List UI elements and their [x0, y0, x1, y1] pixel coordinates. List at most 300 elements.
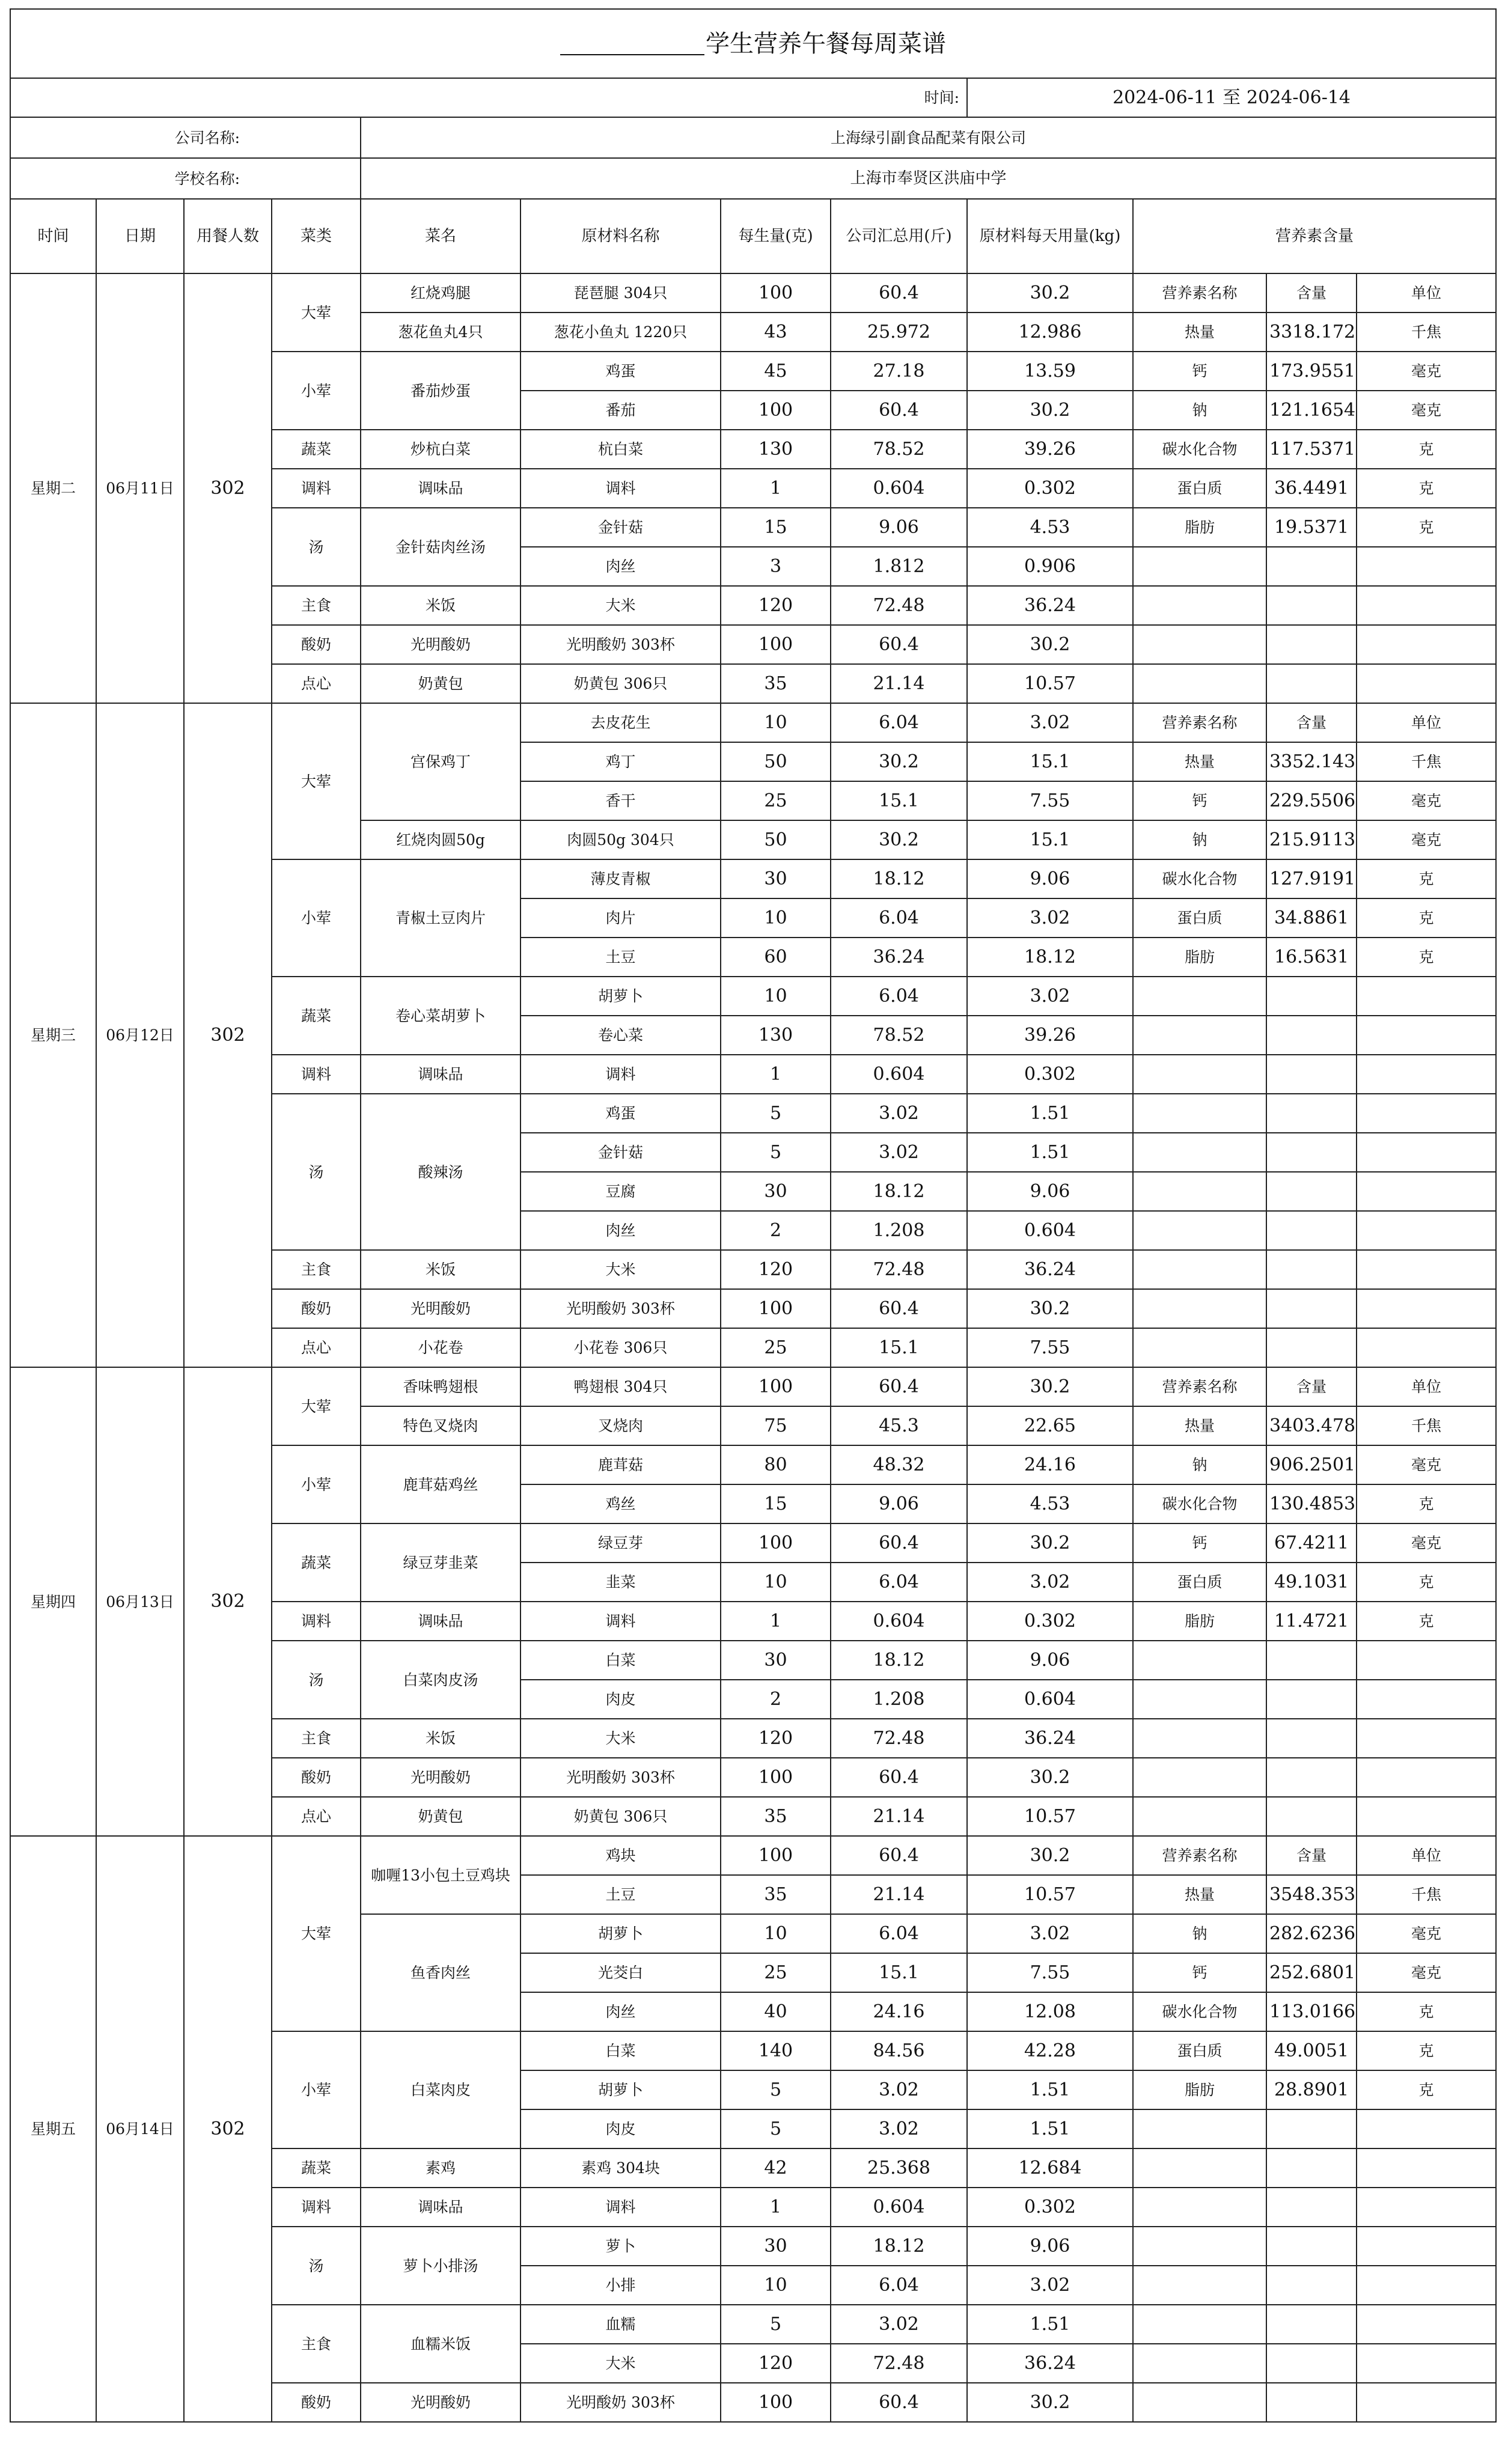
daily-usage-kg: 36.24: [967, 1719, 1133, 1758]
dish-name: 光明酸奶: [361, 1289, 520, 1328]
per-student-grams: 100: [721, 1289, 831, 1328]
per-student-grams: 1: [721, 1602, 831, 1641]
nutrient-amount: 229.5506: [1266, 781, 1357, 820]
per-student-grams: 130: [721, 1016, 831, 1055]
diner-count: 302: [184, 703, 272, 1367]
nutrient-amount: 67.4211: [1266, 1523, 1357, 1563]
daily-usage-kg: 0.302: [967, 1602, 1133, 1641]
per-student-grams: 10: [721, 703, 831, 742]
daily-usage-kg: 39.26: [967, 430, 1133, 469]
nutrient-amount: 49.0051: [1266, 2031, 1357, 2070]
per-student-grams: 30: [721, 1172, 831, 1211]
material-name: 肉丝: [520, 547, 721, 586]
daily-usage-kg: 30.2: [967, 2383, 1133, 2422]
empty-cell: [1133, 1641, 1266, 1680]
company-total-jin: 25.368: [831, 2148, 967, 2188]
daily-usage-kg: 4.53: [967, 1484, 1133, 1523]
nutrient-unit: 毫克: [1357, 1953, 1496, 1992]
nutrient-header-amount: 含量: [1266, 273, 1357, 313]
material-name: 葱花小鱼丸 1220只: [520, 313, 721, 352]
material-name: 小排: [520, 2266, 721, 2305]
empty-cell: [1133, 1250, 1266, 1289]
empty-cell: [1266, 664, 1357, 703]
school-name-blank: [560, 52, 704, 55]
per-student-grams: 100: [721, 391, 831, 430]
nutrient-amount: 121.1654: [1266, 391, 1357, 430]
nutrient-header-name: 营养素名称: [1133, 273, 1266, 313]
material-name: 胡萝卜: [520, 977, 721, 1016]
company-total-jin: 9.06: [831, 508, 967, 547]
dish-category: 蔬菜: [272, 977, 361, 1055]
daily-usage-kg: 10.57: [967, 664, 1133, 703]
daily-usage-kg: 22.65: [967, 1406, 1133, 1445]
company-total-jin: 60.4: [831, 1523, 967, 1563]
dish-name: 红烧肉圆50g: [361, 820, 520, 859]
nutrient-unit: 毫克: [1357, 1914, 1496, 1953]
col-header-date: 日期: [96, 199, 184, 273]
daily-usage-kg: 18.12: [967, 938, 1133, 977]
dish-category: 调料: [272, 2188, 361, 2227]
daily-usage-kg: 30.2: [967, 1523, 1133, 1563]
company-total-jin: 3.02: [831, 1094, 967, 1133]
nutrient-unit: 克: [1357, 1602, 1496, 1641]
empty-cell: [1266, 547, 1357, 586]
menu-row: [10, 1836, 1496, 1875]
empty-cell: [1266, 2305, 1357, 2344]
col-header-daily-usage: 原材料每天用量(kg): [967, 199, 1133, 273]
dish-name: 米饭: [361, 586, 520, 625]
nutrient-amount: 117.5371: [1266, 430, 1357, 469]
dish-category: 大荤: [272, 1367, 361, 1445]
company-total-jin: 72.48: [831, 1719, 967, 1758]
per-student-grams: 45: [721, 352, 831, 391]
empty-cell: [1133, 625, 1266, 664]
per-student-grams: 5: [721, 2305, 831, 2344]
empty-cell: [1133, 2344, 1266, 2383]
material-name: 肉丝: [520, 1992, 721, 2031]
menu-row: [10, 703, 1496, 742]
nutrient-amount: 3318.172: [1266, 313, 1357, 352]
material-name: 素鸡 304块: [520, 2148, 721, 2188]
material-name: 白菜: [520, 1641, 721, 1680]
date-from: 2024-06-11: [1113, 87, 1217, 108]
empty-cell: [1357, 1641, 1496, 1680]
dish-name: 调味品: [361, 2188, 520, 2227]
company-total-jin: 45.3: [831, 1406, 967, 1445]
dish-name: 血糯米饭: [361, 2305, 520, 2383]
daily-usage-kg: 10.57: [967, 1797, 1133, 1836]
empty-cell: [1357, 547, 1496, 586]
dish-category: 酸奶: [272, 1758, 361, 1797]
dish-category: 调料: [272, 469, 361, 508]
company-total-jin: 18.12: [831, 859, 967, 898]
empty-cell: [1357, 1328, 1496, 1367]
daily-usage-kg: 3.02: [967, 2266, 1133, 2305]
material-name: 薄皮青椒: [520, 859, 721, 898]
per-student-grams: 5: [721, 2070, 831, 2109]
dish-category: 汤: [272, 2227, 361, 2305]
dish-name: 宫保鸡丁: [361, 703, 520, 820]
dish-name: 调味品: [361, 1602, 520, 1641]
empty-cell: [1357, 2109, 1496, 2148]
company-total-jin: 15.1: [831, 781, 967, 820]
per-student-grams: 35: [721, 1875, 831, 1914]
col-header-company-total: 公司汇总用(斤): [831, 199, 967, 273]
dish-name: 素鸡: [361, 2148, 520, 2188]
daily-usage-kg: 30.2: [967, 1367, 1133, 1406]
material-name: 鸡丁: [520, 742, 721, 781]
material-name: 琵琶腿 304只: [520, 273, 721, 313]
dish-category: 汤: [272, 1094, 361, 1250]
date-range: [967, 78, 1496, 117]
col-header-time: 时间: [10, 199, 96, 273]
daily-usage-kg: 42.28: [967, 2031, 1133, 2070]
material-name: 光明酸奶 303杯: [520, 1758, 721, 1797]
dish-name: 米饭: [361, 1719, 520, 1758]
daily-usage-kg: 10.57: [967, 1875, 1133, 1914]
per-student-grams: 3: [721, 547, 831, 586]
dish-category: 主食: [272, 1250, 361, 1289]
nutrient-header-unit: 单位: [1357, 1367, 1496, 1406]
dish-category: 蔬菜: [272, 2148, 361, 2188]
per-student-grams: 35: [721, 664, 831, 703]
per-student-grams: 130: [721, 430, 831, 469]
company-total-jin: 3.02: [831, 1133, 967, 1172]
dish-category: 蔬菜: [272, 1523, 361, 1602]
nutrient-name: 脂肪: [1133, 508, 1266, 547]
material-name: 鸡丝: [520, 1484, 721, 1523]
material-name: 光明酸奶 303杯: [520, 1289, 721, 1328]
empty-cell: [1266, 1172, 1357, 1211]
material-name: 香干: [520, 781, 721, 820]
company-total-jin: 72.48: [831, 1250, 967, 1289]
nutrient-header-name: 营养素名称: [1133, 703, 1266, 742]
company-total-jin: 21.14: [831, 664, 967, 703]
empty-cell: [1266, 2266, 1357, 2305]
nutrient-name: 钠: [1133, 391, 1266, 430]
nutrient-name: 热量: [1133, 1875, 1266, 1914]
daily-usage-kg: 12.684: [967, 2148, 1133, 2188]
empty-cell: [1133, 977, 1266, 1016]
per-student-grams: 35: [721, 1797, 831, 1836]
material-name: 去皮花生: [520, 703, 721, 742]
daily-usage-kg: 36.24: [967, 586, 1133, 625]
nutrient-unit: 千焦: [1357, 1406, 1496, 1445]
weekday: 星期五: [10, 1836, 96, 2422]
empty-cell: [1357, 2344, 1496, 2383]
material-name: 豆腐: [520, 1172, 721, 1211]
daily-usage-kg: 0.302: [967, 1055, 1133, 1094]
per-student-grams: 120: [721, 2344, 831, 2383]
empty-cell: [1266, 1250, 1357, 1289]
dish-name: 奶黄包: [361, 1797, 520, 1836]
per-student-grams: 30: [721, 1641, 831, 1680]
empty-cell: [1133, 2227, 1266, 2266]
menu-title-cell: [10, 9, 1496, 78]
dish-category: 点心: [272, 1328, 361, 1367]
nutrient-amount: 906.2501: [1266, 1445, 1357, 1484]
company-total-jin: 18.12: [831, 2227, 967, 2266]
company-total-jin: 18.12: [831, 1172, 967, 1211]
per-student-grams: 120: [721, 1250, 831, 1289]
per-student-grams: 25: [721, 1328, 831, 1367]
per-student-grams: 10: [721, 1914, 831, 1953]
daily-usage-kg: 0.604: [967, 1680, 1133, 1719]
empty-cell: [1133, 1094, 1266, 1133]
material-name: 胡萝卜: [520, 1914, 721, 1953]
daily-usage-kg: 9.06: [967, 1172, 1133, 1211]
empty-cell: [1133, 1172, 1266, 1211]
dish-name: 光明酸奶: [361, 2383, 520, 2422]
material-name: 光明酸奶 303杯: [520, 2383, 721, 2422]
material-name: 光明酸奶 303杯: [520, 625, 721, 664]
company-total-jin: 30.2: [831, 820, 967, 859]
company-total-jin: 6.04: [831, 703, 967, 742]
empty-cell: [1266, 977, 1357, 1016]
empty-cell: [1357, 1758, 1496, 1797]
nutrient-name: 钠: [1133, 820, 1266, 859]
material-name: 土豆: [520, 1875, 721, 1914]
nutrient-unit: 毫克: [1357, 820, 1496, 859]
nutrient-amount: 19.5371: [1266, 508, 1357, 547]
material-name: 光茭白: [520, 1953, 721, 1992]
material-name: 金针菇: [520, 1133, 721, 1172]
date-to: 2024-06-14: [1247, 87, 1351, 108]
nutrient-name: 脂肪: [1133, 938, 1266, 977]
nutrient-unit: 毫克: [1357, 1445, 1496, 1484]
daily-usage-kg: 7.55: [967, 781, 1133, 820]
nutrient-name: 钙: [1133, 352, 1266, 391]
col-header-nutrition: 营养素含量: [1133, 199, 1496, 273]
material-name: 萝卜: [520, 2227, 721, 2266]
company-total-jin: 1.208: [831, 1680, 967, 1719]
diner-count: 302: [184, 273, 272, 703]
per-student-grams: 30: [721, 859, 831, 898]
nutrient-unit: 克: [1357, 1484, 1496, 1523]
company-total-jin: 78.52: [831, 1016, 967, 1055]
nutrient-unit: 毫克: [1357, 1523, 1496, 1563]
per-student-grams: 100: [721, 1758, 831, 1797]
nutrient-unit: 克: [1357, 1992, 1496, 2031]
nutrient-header-unit: 单位: [1357, 703, 1496, 742]
empty-cell: [1133, 2266, 1266, 2305]
nutrient-name: 热量: [1133, 1406, 1266, 1445]
per-student-grams: 1: [721, 2188, 831, 2227]
empty-cell: [1357, 1797, 1496, 1836]
per-student-grams: 10: [721, 1563, 831, 1602]
dish-name: 小花卷: [361, 1328, 520, 1367]
material-name: 鸡蛋: [520, 352, 721, 391]
nutrient-unit: 克: [1357, 430, 1496, 469]
empty-cell: [1133, 2188, 1266, 2227]
company-total-jin: 18.12: [831, 1641, 967, 1680]
company-total-jin: 15.1: [831, 1328, 967, 1367]
nutrient-name: 碳水化合物: [1133, 859, 1266, 898]
company-total-jin: 1.812: [831, 547, 967, 586]
per-student-grams: 42: [721, 2148, 831, 2188]
per-student-grams: 100: [721, 273, 831, 313]
daily-usage-kg: 1.51: [967, 2070, 1133, 2109]
daily-usage-kg: 1.51: [967, 2305, 1133, 2344]
company-total-jin: 21.14: [831, 1875, 967, 1914]
nutrient-amount: 173.9551: [1266, 352, 1357, 391]
company-total-jin: 60.4: [831, 273, 967, 313]
company-total-jin: 24.16: [831, 1992, 967, 2031]
empty-cell: [1133, 1055, 1266, 1094]
company-total-jin: 0.604: [831, 1602, 967, 1641]
dish-name: 光明酸奶: [361, 625, 520, 664]
empty-cell: [1133, 1016, 1266, 1055]
meal-date: 06月12日: [96, 703, 184, 1367]
company-total-jin: 30.2: [831, 742, 967, 781]
daily-usage-kg: 3.02: [967, 977, 1133, 1016]
dish-name: 青椒土豆肉片: [361, 859, 520, 977]
dish-category: 酸奶: [272, 1289, 361, 1328]
daily-usage-kg: 3.02: [967, 1563, 1133, 1602]
per-student-grams: 10: [721, 977, 831, 1016]
dish-category: 大荤: [272, 1836, 361, 2031]
empty-cell: [1357, 1211, 1496, 1250]
empty-cell: [1133, 2148, 1266, 2188]
material-name: 大米: [520, 2344, 721, 2383]
dish-category: 小荤: [272, 352, 361, 430]
daily-usage-kg: 9.06: [967, 2227, 1133, 2266]
per-student-grams: 100: [721, 1367, 831, 1406]
material-name: 肉皮: [520, 2109, 721, 2148]
empty-cell: [1266, 1680, 1357, 1719]
empty-cell: [1266, 2148, 1357, 2188]
nutrient-name: 钙: [1133, 1953, 1266, 1992]
material-name: 奶黄包 306只: [520, 1797, 721, 1836]
dish-category: 汤: [272, 1641, 361, 1719]
company-total-jin: 6.04: [831, 1563, 967, 1602]
per-student-grams: 120: [721, 586, 831, 625]
nutrient-amount: 127.9191: [1266, 859, 1357, 898]
daily-usage-kg: 12.08: [967, 1992, 1133, 2031]
company-total-jin: 21.14: [831, 1797, 967, 1836]
dish-name: 绿豆芽韭菜: [361, 1523, 520, 1602]
per-student-grams: 43: [721, 313, 831, 352]
per-student-grams: 100: [721, 2383, 831, 2422]
daily-usage-kg: 13.59: [967, 352, 1133, 391]
per-student-grams: 60: [721, 938, 831, 977]
empty-cell: [1357, 664, 1496, 703]
material-name: 肉皮: [520, 1680, 721, 1719]
material-name: 肉片: [520, 898, 721, 938]
nutrient-amount: 215.9113: [1266, 820, 1357, 859]
empty-cell: [1266, 1211, 1357, 1250]
nutrient-name: 热量: [1133, 742, 1266, 781]
nutrient-name: 热量: [1133, 313, 1266, 352]
company-label: 公司名称:: [10, 117, 361, 158]
per-student-grams: 2: [721, 1211, 831, 1250]
empty-cell: [1357, 1250, 1496, 1289]
material-name: 卷心菜: [520, 1016, 721, 1055]
empty-cell: [1357, 2266, 1496, 2305]
dish-name: 奶黄包: [361, 664, 520, 703]
company-total-jin: 60.4: [831, 1289, 967, 1328]
daily-usage-kg: 1.51: [967, 2109, 1133, 2148]
empty-cell: [1357, 1289, 1496, 1328]
nutrient-amount: 130.4853: [1266, 1484, 1357, 1523]
company-total-jin: 15.1: [831, 1953, 967, 1992]
material-name: 鸭翅根 304只: [520, 1367, 721, 1406]
company-total-jin: 60.4: [831, 2383, 967, 2422]
nutrient-amount: 113.0166: [1266, 1992, 1357, 2031]
empty-cell: [1266, 1289, 1357, 1328]
dish-category: 蔬菜: [272, 430, 361, 469]
daily-usage-kg: 15.1: [967, 742, 1133, 781]
dish-name: 鱼香肉丝: [361, 1914, 520, 2031]
dish-name: 调味品: [361, 1055, 520, 1094]
nutrient-amount: 3403.478: [1266, 1406, 1357, 1445]
empty-cell: [1357, 1719, 1496, 1758]
nutrient-amount: 49.1031: [1266, 1563, 1357, 1602]
dish-category: 小荤: [272, 1445, 361, 1523]
dish-name: 番茄炒蛋: [361, 352, 520, 430]
nutrient-name: 脂肪: [1133, 1602, 1266, 1641]
menu-title: 学生营养午餐每周菜谱: [706, 29, 947, 58]
company-total-jin: 3.02: [831, 2305, 967, 2344]
company-total-jin: 0.604: [831, 1055, 967, 1094]
nutrient-amount: 3548.353: [1266, 1875, 1357, 1914]
daily-usage-kg: 30.2: [967, 1289, 1133, 1328]
dish-name: 卷心菜胡萝卜: [361, 977, 520, 1055]
nutrient-name: 钠: [1133, 1914, 1266, 1953]
date-separator: 至: [1223, 87, 1241, 108]
daily-usage-kg: 3.02: [967, 898, 1133, 938]
diner-count: 302: [184, 1836, 272, 2422]
empty-cell: [1133, 1719, 1266, 1758]
daily-usage-kg: 9.06: [967, 859, 1133, 898]
time-label: 时间:: [10, 78, 967, 117]
nutrient-header-unit: 单位: [1357, 1836, 1496, 1875]
empty-cell: [1133, 1680, 1266, 1719]
nutrient-unit: 克: [1357, 2070, 1496, 2109]
dish-name: 葱花鱼丸4只: [361, 313, 520, 352]
per-student-grams: 100: [721, 1836, 831, 1875]
dish-name: 白菜肉皮汤: [361, 1641, 520, 1719]
nutrient-unit: 毫克: [1357, 781, 1496, 820]
school-label: 学校名称:: [10, 158, 361, 199]
dish-category: 大荤: [272, 273, 361, 352]
nutrient-name: 蛋白质: [1133, 898, 1266, 938]
nutrient-name: 脂肪: [1133, 2070, 1266, 2109]
nutrient-unit: 克: [1357, 938, 1496, 977]
nutrient-unit: 克: [1357, 859, 1496, 898]
nutrient-unit: 千焦: [1357, 742, 1496, 781]
empty-cell: [1266, 1016, 1357, 1055]
dish-name: 调味品: [361, 469, 520, 508]
material-name: 调料: [520, 1602, 721, 1641]
empty-cell: [1133, 1289, 1266, 1328]
per-student-grams: 50: [721, 820, 831, 859]
empty-cell: [1133, 547, 1266, 586]
meal-date: 06月13日: [96, 1367, 184, 1836]
empty-cell: [1266, 1641, 1357, 1680]
material-name: 肉圆50g 304只: [520, 820, 721, 859]
company-total-jin: 6.04: [831, 977, 967, 1016]
empty-cell: [1357, 1016, 1496, 1055]
col-header-category: 菜类: [272, 199, 361, 273]
nutrient-header-name: 营养素名称: [1133, 1836, 1266, 1875]
empty-cell: [1133, 1797, 1266, 1836]
company-total-jin: 3.02: [831, 2109, 967, 2148]
dish-name: 炒杭白菜: [361, 430, 520, 469]
nutrient-name: 蛋白质: [1133, 2031, 1266, 2070]
material-name: 肉丝: [520, 1211, 721, 1250]
material-name: 韭菜: [520, 1563, 721, 1602]
